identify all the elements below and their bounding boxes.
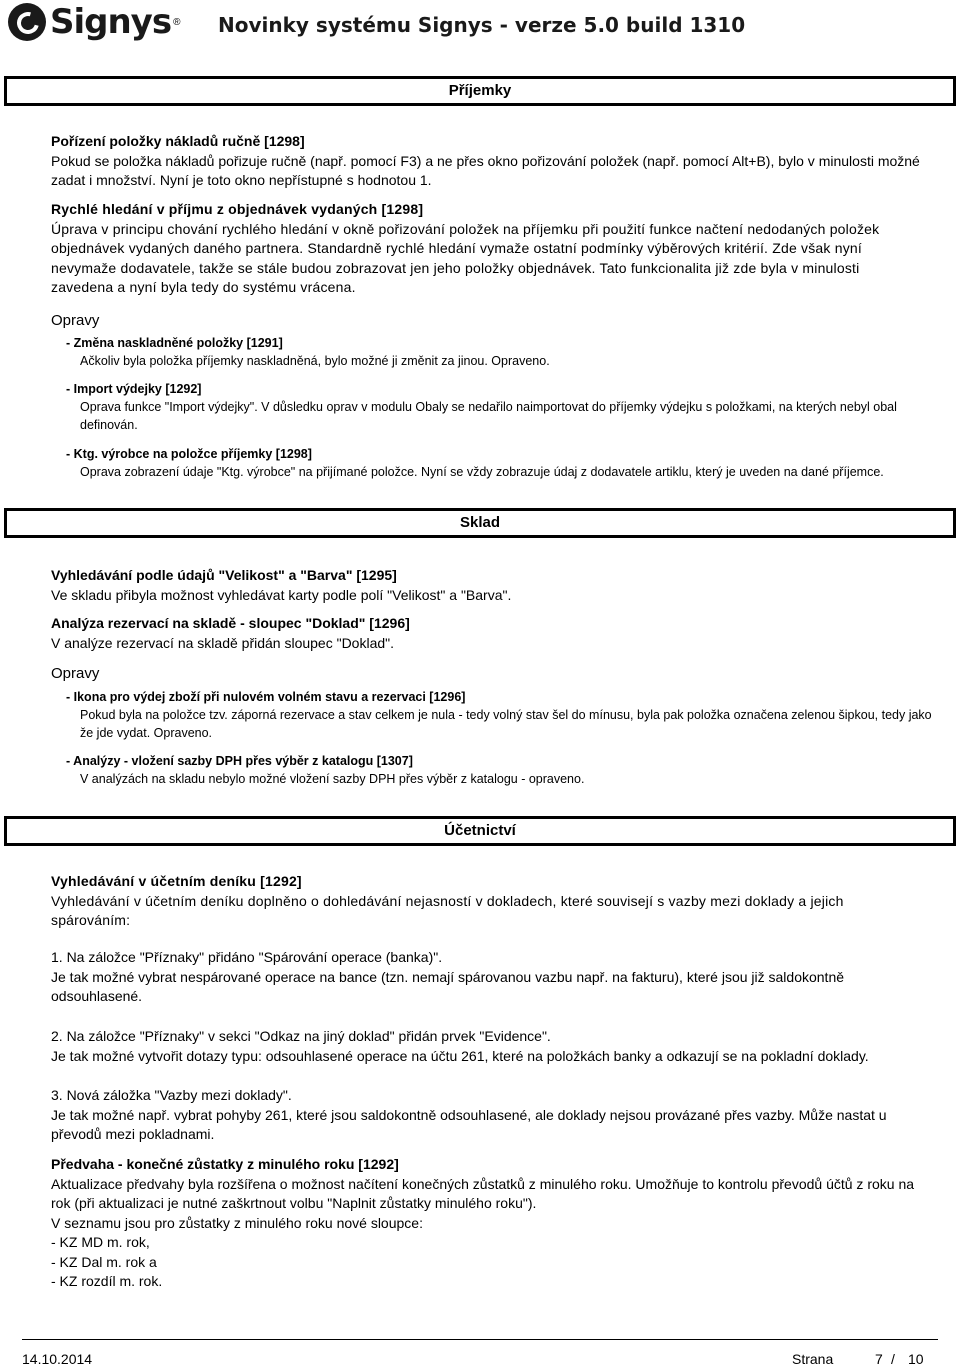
- list-item: - KZ Dal m. rok a: [51, 1253, 157, 1270]
- list-item: - KZ rozdíl m. rok.: [51, 1273, 163, 1289]
- section-title: Příjemky: [448, 82, 512, 99]
- prijemky-fix-3: [66, 445, 932, 481]
- fix-text: Oprava zobrazení údaje "Ktg. výrobce" na přijímané položce. Nyní se vždy zobrazuje údaj z dodavatele artiklu, který je uveden na dané příjemce.: [80, 465, 884, 479]
- list-item-detail: Je tak možné vybrat nespárované operace na bance (tzn. nemají spárovanou vazbu např. na fakturu), které jsou již saldokontně odsouhlasené.: [51, 968, 845, 1004]
- item-title: Předvaha - konečné zůstatky z minulého roku [1292]: [51, 1156, 399, 1172]
- prijemky-opravy-heading: Opravy: [51, 312, 100, 329]
- sklad-item-1: [51, 566, 921, 605]
- fix-title: - Import výdejky [1292]: [66, 382, 202, 396]
- item-text: Vyhledávání v účetním deníku doplněno o dohledávání nejasností v dokladech, které souvisejí s vazby mezi doklady a jejich spárováním:: [51, 892, 844, 928]
- section-header-sklad: [4, 508, 956, 538]
- sklad-fix-1: [66, 688, 932, 742]
- prijemky-fix-2: [66, 380, 932, 434]
- fix-title: - Analýzy - vložení sazby DPH přes výběr z katalogu [1307]: [66, 754, 413, 768]
- document-title: Novinky systému Signys - verze 5.0 build 1310: [218, 13, 746, 37]
- page-header: [0, 0, 960, 48]
- ucetnictvi-list-1: [51, 948, 921, 1007]
- section-title: Sklad: [459, 514, 501, 531]
- ucetnictvi-list-3: [51, 1086, 921, 1145]
- footer-date: 14.10.2014: [22, 1351, 93, 1367]
- item-text: Úprava v principu chování rychlého hledání v okně pořizování položek na příjemku při použití funkce načtení nedodaných položek objednávek vydaných daného partnera. Standardně rychlé hledání vymaže ostatní podmínky výběrových kritérií. Zde však nyní nevymaže dodavatele, takže se stále budou zobrazovat jen jeho položky objednávek. Tato funkcionalita již zde byla v minulosti zavedena a nyní byla tedy do systému vrácena.: [51, 220, 880, 295]
- list-item: - KZ MD m. rok,: [51, 1234, 150, 1250]
- brand-name: Signys: [50, 2, 172, 42]
- list-item: 1. Na záložce "Příznaky" přidáno "Spárování operace (banka)".: [51, 949, 443, 965]
- registered-mark: ®: [173, 16, 181, 28]
- sklad-fix-2: [66, 752, 932, 788]
- item-text: Pokud se položka nákladů pořizuje ručně (např. pomocí F3) a ne přes okno pořizování položek (např. pomocí Alt+B), bylo v minulosti možné zadat i množství. Nyní je toto okno nepřístupné s hodnotou 1.: [51, 152, 920, 188]
- ucetnictvi-item-2: [51, 1155, 921, 1292]
- prijemky-item-1: [51, 132, 921, 191]
- list-intro: V seznamu jsou pro zůstatky z minulého roku nové sloupce:: [51, 1214, 423, 1231]
- item-text: Ve skladu přibyla možnost vyhledávat karty podle polí "Velikost" a "Barva".: [51, 586, 512, 603]
- section-header-ucetnictvi: [4, 816, 956, 846]
- section-header-prijemky: [4, 76, 956, 106]
- list-item-detail: Je tak možné vytvořit dotazy typu: odsouhlasené operace na účtu 261, které na položkách banky a odkazují se na pokladní doklady.: [51, 1047, 869, 1064]
- fix-text: Ačkoliv byla položka příjemky naskladněná, bylo možné ji změnit za jinou. Opraveno.: [80, 354, 550, 368]
- footer-divider: [22, 1339, 938, 1340]
- prijemky-fix-1: [66, 334, 932, 370]
- item-text: V analýze rezervací na skladě přidán sloupec "Doklad".: [51, 634, 395, 651]
- fix-title: - Ktg. výrobce na položce příjemky [1298]: [66, 447, 312, 461]
- ucetnictvi-item-1: [51, 872, 921, 931]
- item-title: Pořízení položky nákladů ručně [1298]: [51, 133, 305, 149]
- fix-title: - Změna naskladněné položky [1291]: [66, 336, 283, 350]
- signys-logo-icon: [8, 3, 46, 41]
- section-title: Účetnictví: [444, 822, 516, 839]
- item-text: Aktualizace předvahy byla rozšířena o možnost načítení konečných zůstatků z minulého roku. Umožňuje to kontrolu převodů účtů z roku na rok (při aktualizaci je nutné zaškrtnout volbu "Naplnit zůstatky minulého roku").: [51, 1175, 915, 1211]
- sklad-item-2: [51, 614, 921, 653]
- item-title: Vyhledávání v účetním deníku [1292]: [51, 873, 302, 889]
- sklad-opravy-heading: Opravy: [51, 665, 100, 682]
- footer-page-label: Strana: [792, 1351, 834, 1367]
- fix-title: - Ikona pro výdej zboží při nulovém volném stavu a rezervaci [1296]: [66, 690, 466, 704]
- item-title: Rychlé hledání v příjmu z objednávek vydaných [1298]: [51, 201, 424, 217]
- footer-page-total: 10: [908, 1351, 924, 1367]
- list-item-detail: Je tak možné např. vybrat pohyby 261, které jsou saldokontně odsouhlasené, ale doklady nejsou provázané přes vazby. Může nastat u převodů mezi pokladnami.: [51, 1106, 887, 1142]
- list-item: 2. Na záložce "Příznaky" v sekci "Odkaz na jiný doklad" přidán prvek "Evidence".: [51, 1028, 551, 1044]
- fix-text: V analýzách na skladu nebylo možné vložení sazby DPH přes výběr z katalogu - opraveno.: [80, 772, 585, 786]
- fix-text: Oprava funkce "Import výdejky". V důsledku oprav v modulu Obaly se nedařilo naimportovat do příjemky výdejku s položkami, na kterých nebyl obal definován.: [80, 400, 897, 432]
- item-title: Analýza rezervací na skladě - sloupec "Doklad" [1296]: [51, 615, 410, 631]
- ucetnictvi-list-2: [51, 1027, 921, 1066]
- list-item: 3. Nová záložka "Vazby mezi doklady".: [51, 1087, 292, 1103]
- prijemky-item-2: [51, 200, 921, 298]
- footer-page-separator: /: [891, 1351, 895, 1367]
- footer-page-number: 7: [875, 1351, 883, 1367]
- signys-logo: [8, 2, 180, 42]
- item-title: Vyhledávání podle údajů "Velikost" a "Barva" [1295]: [51, 567, 397, 583]
- fix-text: Pokud byla na položce tzv. záporná rezervace a stav celkem je nula - tedy volný stav šel do mínusu, byla pak položka označena zelenou šipkou, tedy jako že jde vydat. Opraveno.: [80, 708, 932, 740]
